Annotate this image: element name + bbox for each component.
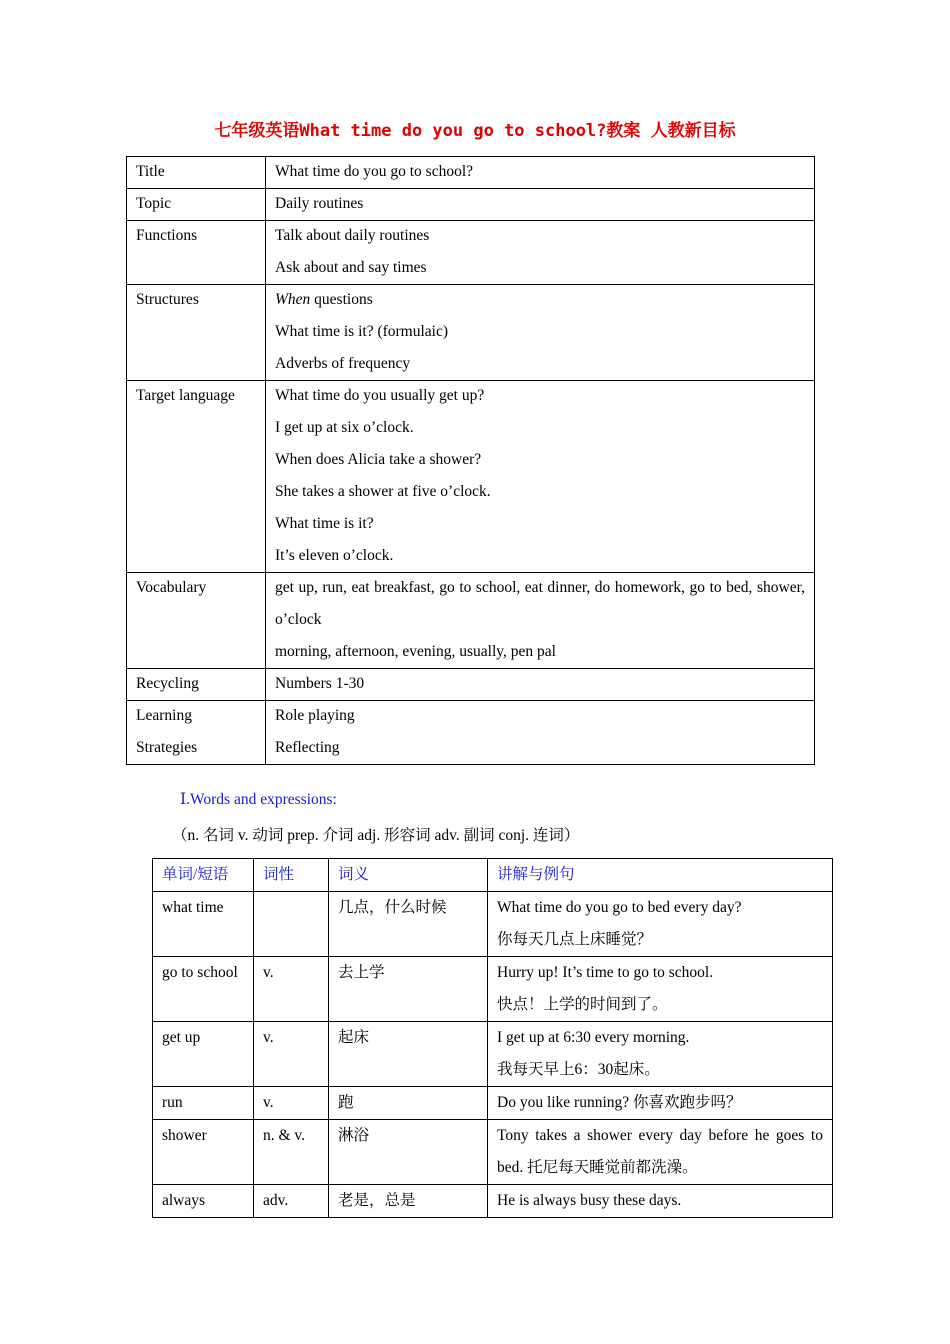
- vocab-meaning: 几点，什么时候: [338, 899, 447, 916]
- document-title: 七年级英语What time do you go to school?教案 人教新目标: [214, 121, 736, 141]
- vocab-pos-cell: [254, 892, 329, 957]
- vocab-word: get up: [162, 1029, 201, 1046]
- vocab-row: [153, 1120, 833, 1185]
- info-row: [127, 157, 815, 189]
- vocab-pos: adv.: [263, 1192, 289, 1209]
- vocab-meaning-cell: [329, 1087, 488, 1120]
- vocab-header-cell: [329, 859, 488, 892]
- info-value-line: It’s eleven o’clock.: [275, 547, 394, 564]
- vocab-word-cell: [153, 1120, 254, 1185]
- info-label: Strategies: [136, 739, 198, 756]
- info-label-cell: [127, 573, 266, 669]
- info-label: Title: [136, 163, 165, 180]
- vocab-example-line: He is always busy these days.: [497, 1192, 682, 1209]
- info-value-line: What time do you go to school?: [275, 163, 474, 180]
- vocab-example-line: I get up at 6:30 every morning.: [497, 1029, 690, 1046]
- info-label-cell: [127, 381, 266, 573]
- vocab-word-cell: [153, 892, 254, 957]
- vocab-word: always: [162, 1192, 206, 1209]
- vocab-pos-cell: [254, 1120, 329, 1185]
- vocab-pos-cell: [254, 1087, 329, 1120]
- vocab-example-line: Do you like running? 你喜欢跑步吗？: [497, 1094, 742, 1111]
- info-label-cell: [127, 189, 266, 221]
- vocab-meaning-cell: [329, 957, 488, 1022]
- vocab-word-cell: [153, 1087, 254, 1120]
- vocab-example-cell: [488, 1185, 833, 1218]
- vocab-pos-cell: [254, 957, 329, 1022]
- info-value-cell: [266, 669, 815, 701]
- info-value-cell: [266, 285, 815, 381]
- info-label-cell: [127, 669, 266, 701]
- vocab-pos: v.: [263, 964, 274, 981]
- vocab-example-cell: [488, 892, 833, 957]
- info-value-cell: [266, 189, 815, 221]
- vocabulary-table: [152, 858, 833, 1218]
- vocab-meaning: 起床: [338, 1029, 370, 1046]
- info-row: [127, 285, 815, 381]
- info-row: [127, 381, 815, 573]
- info-value-line: morning, afternoon, evening, usually, pen pal: [275, 643, 556, 660]
- vocab-header-cell: [488, 859, 833, 892]
- vocab-example-line: Tony takes a shower every day before he goes to bed. 托尼每天睡觉前都洗澡。: [497, 1127, 823, 1176]
- info-row: [127, 669, 815, 701]
- info-value-cell: [266, 701, 815, 765]
- vocab-meaning: 跑: [338, 1094, 354, 1111]
- info-value-cell: [266, 157, 815, 189]
- info-row: [127, 189, 815, 221]
- vocab-pos-cell: [254, 1022, 329, 1087]
- vocab-meaning: 老是，总是: [338, 1192, 416, 1209]
- info-label: Functions: [136, 227, 198, 244]
- vocab-row: [153, 1087, 833, 1120]
- vocab-example-line: Hurry up! It’s time to go to school.: [497, 964, 714, 981]
- vocab-example-cell: [488, 957, 833, 1022]
- vocab-word-cell: [153, 1022, 254, 1087]
- vocab-pos: n. & v.: [263, 1127, 306, 1144]
- info-value-line: What time is it?: [275, 515, 374, 532]
- vocab-pos-cell: [254, 1185, 329, 1218]
- vocab-header-cell: [153, 859, 254, 892]
- vocab-word: run: [162, 1094, 183, 1111]
- info-value-line: What time do you usually get up?: [275, 387, 485, 404]
- info-label: Learning: [136, 707, 192, 724]
- info-value-line: Adverbs of frequency: [275, 355, 411, 372]
- vocab-header-row: [153, 859, 833, 892]
- vocab-meaning-cell: [329, 1120, 488, 1185]
- vocab-pos: v.: [263, 1029, 274, 1046]
- info-value-suffix: questions: [310, 291, 373, 308]
- info-value-line: get up, run, eat breakfast, go to school, eat dinner, do homework, go to bed, shower, o’clock: [275, 579, 805, 628]
- info-value-line: Role playing: [275, 707, 355, 724]
- vocab-header-label: 单词/短语: [162, 866, 229, 883]
- info-label: Topic: [136, 195, 172, 212]
- info-row: [127, 221, 815, 285]
- vocab-row: [153, 1185, 833, 1218]
- section-heading: Ⅰ.Words and expressions:: [180, 791, 337, 808]
- info-value-line: Daily routines: [275, 195, 364, 212]
- info-value-line: When does Alicia take a shower?: [275, 451, 482, 468]
- vocab-word: shower: [162, 1127, 207, 1144]
- vocab-row: [153, 892, 833, 957]
- info-row: [127, 701, 815, 765]
- info-label: Vocabulary: [136, 579, 207, 596]
- vocab-example-line: 你每天几点上床睡觉？: [497, 931, 653, 948]
- vocab-word-cell: [153, 1185, 254, 1218]
- info-value-line: She takes a shower at five o’clock.: [275, 483, 491, 500]
- vocab-word-cell: [153, 957, 254, 1022]
- info-value-cell: [266, 221, 815, 285]
- info-value-cell: [266, 573, 815, 669]
- info-label: Recycling: [136, 675, 199, 692]
- part-of-speech-legend: （n. 名词 v. 动词 prep. 介词 adj. 形容词 adv. 副词 conj. 连词）: [172, 827, 580, 844]
- info-label-cell: [127, 701, 266, 765]
- italic-term: When: [275, 291, 311, 308]
- info-label: Structures: [136, 291, 199, 308]
- info-value-line: [275, 284, 805, 316]
- info-row: [127, 573, 815, 669]
- vocab-example-cell: [488, 1022, 833, 1087]
- vocab-example-cell: [488, 1087, 833, 1120]
- vocab-word: go to school: [162, 964, 238, 981]
- info-label-cell: [127, 157, 266, 189]
- vocab-example-cell: [488, 1120, 833, 1185]
- vocab-example-line: 我每天早上6：30起床。: [497, 1061, 660, 1078]
- info-label-cell: [127, 285, 266, 381]
- vocab-row: [153, 1022, 833, 1087]
- vocab-pos: v.: [263, 1094, 274, 1111]
- vocab-word: what time: [162, 899, 224, 916]
- vocab-header-label: 讲解与例句: [497, 866, 575, 883]
- info-value-line: What time is it? (formulaic): [275, 323, 449, 340]
- vocab-example-line: What time do you go to bed every day?: [497, 899, 742, 916]
- vocab-meaning-cell: [329, 1022, 488, 1087]
- info-value-line: Talk about daily routines: [275, 227, 430, 244]
- vocab-meaning: 淋浴: [338, 1127, 370, 1144]
- info-value-line: Numbers 1-30: [275, 675, 365, 692]
- vocab-header-cell: [254, 859, 329, 892]
- vocab-meaning: 去上学: [338, 964, 385, 981]
- info-value-cell: [266, 381, 815, 573]
- vocab-header-label: 词性: [263, 866, 295, 883]
- vocab-row: [153, 957, 833, 1022]
- vocab-example-line: 快点！上学的时间到了。: [497, 996, 668, 1013]
- info-value-line: I get up at six o’clock.: [275, 419, 414, 436]
- lesson-info-table: [126, 156, 815, 765]
- vocab-meaning-cell: [329, 892, 488, 957]
- vocab-meaning-cell: [329, 1185, 488, 1218]
- vocab-header-label: 词义: [338, 866, 370, 883]
- info-label-cell: [127, 221, 266, 285]
- info-value-line: Ask about and say times: [275, 259, 427, 276]
- info-value-line: Reflecting: [275, 739, 340, 756]
- info-label: Target language: [136, 387, 235, 404]
